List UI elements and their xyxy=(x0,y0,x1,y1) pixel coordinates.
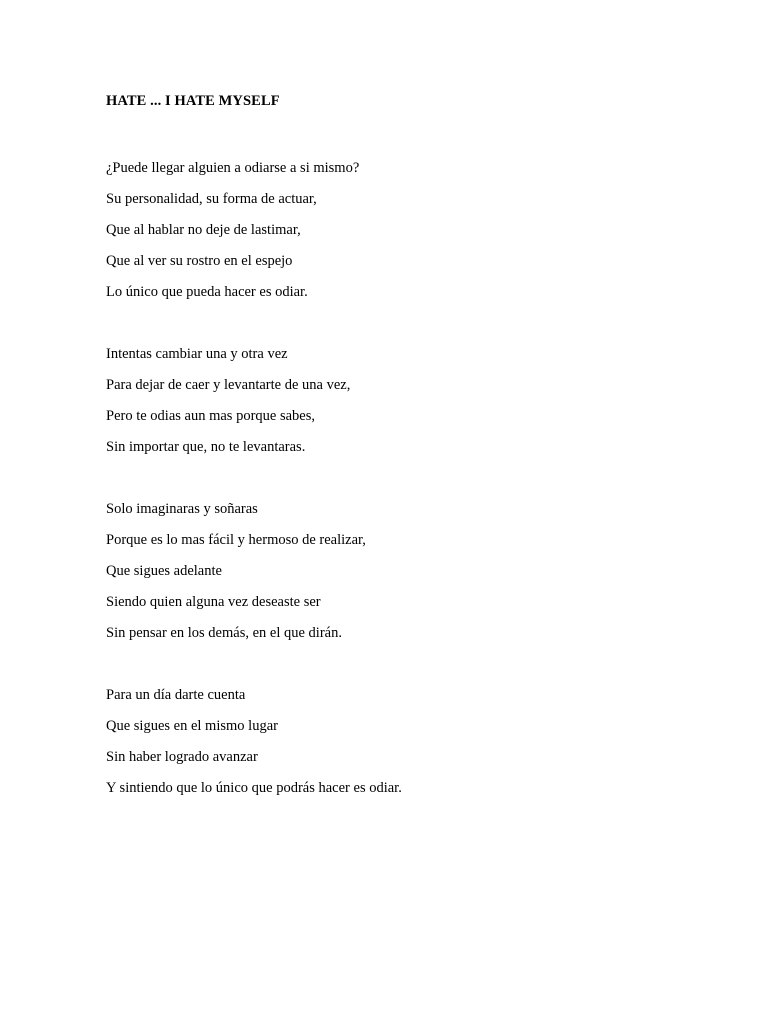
stanza-3 xyxy=(106,494,706,649)
poem-line: Sin importar que, no te levantaras. xyxy=(106,439,306,455)
stanza-1 xyxy=(106,153,706,308)
stanza-2 xyxy=(106,339,706,463)
poem-line: Para dejar de caer y levantarte de una vez, xyxy=(106,377,351,393)
poem-line: Su personalidad, su forma de actuar, xyxy=(106,191,317,207)
poem-line: Solo imaginaras y soñaras xyxy=(106,501,258,517)
poem-line: ¿Puede llegar alguien a odiarse a si mismo? xyxy=(106,160,360,176)
poem-line: Que sigues adelante xyxy=(106,563,222,579)
poem-line: Lo único que pueda hacer es odiar. xyxy=(106,284,308,300)
poem-line: Que al hablar no deje de lastimar, xyxy=(106,222,301,238)
poem-line: Sin haber logrado avanzar xyxy=(106,749,258,765)
poem-line: Y sintiendo que lo único que podrás hacer es odiar. xyxy=(106,780,402,796)
poem-line: Siendo quien alguna vez deseaste ser xyxy=(106,594,321,610)
poem-line: Sin pensar en los demás, en el que dirán. xyxy=(106,625,342,641)
poem-line: Intentas cambiar una y otra vez xyxy=(106,346,288,362)
poem-line: Pero te odias aun mas porque sabes, xyxy=(106,408,315,424)
document-page xyxy=(106,91,706,804)
stanza-4 xyxy=(106,680,706,804)
poem-line: Para un día darte cuenta xyxy=(106,687,246,703)
poem-title: HATE ... I HATE MYSELF xyxy=(106,93,280,109)
poem-line: Que sigues en el mismo lugar xyxy=(106,718,278,734)
poem-line: Porque es lo mas fácil y hermoso de realizar, xyxy=(106,532,366,548)
poem-line: Que al ver su rostro en el espejo xyxy=(106,253,293,269)
